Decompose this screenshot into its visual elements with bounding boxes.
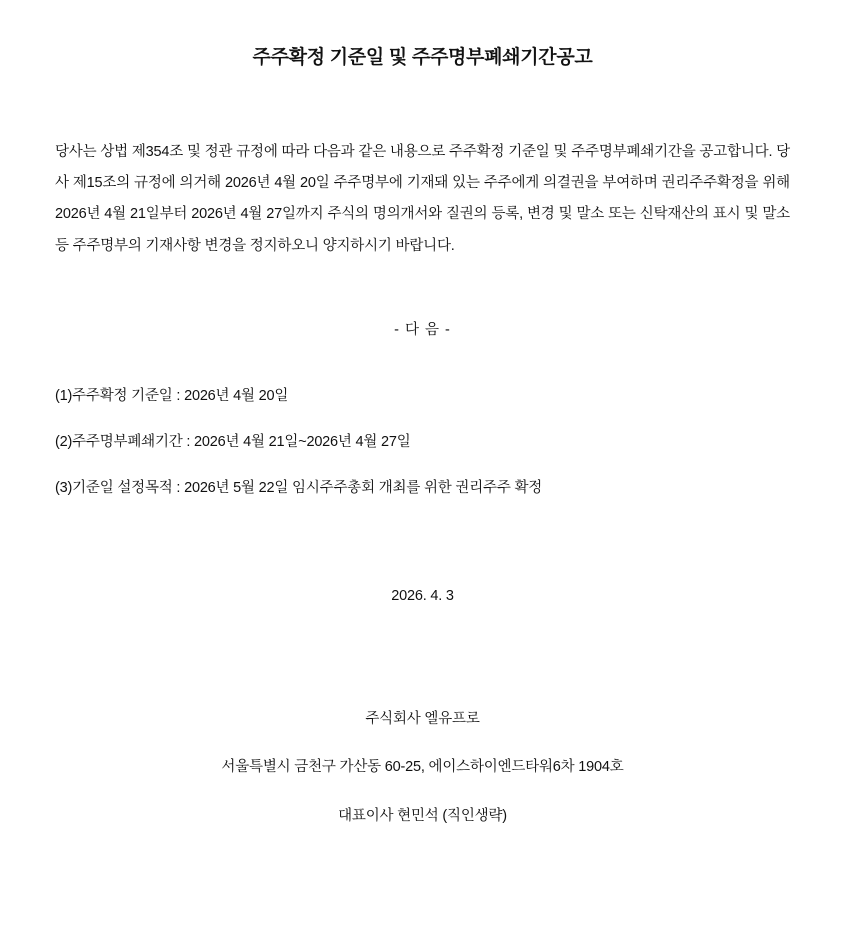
list-item: (1)주주확정 기준일 : 2026년 4월 20일 bbox=[55, 387, 289, 404]
page-title: 주주확정 기준일 및 주주명부폐쇄기간공고 bbox=[252, 47, 593, 68]
company-name: 주식회사 엘유프로 bbox=[365, 711, 480, 728]
list-item: (3)기준일 설정목적 : 2026년 5월 22일 임시주주총회 개최를 위한 권리주주 확정 bbox=[55, 480, 543, 497]
intro-paragraph: 당사는 상법 제354조 및 정관 규정에 따라 다음과 같은 내용으로 주주확정 기준일 및 주주명부폐쇄기간을 공고합니다. 당사 제15조의 규정에 의거해 2026년 4월 20일 주주명부에 기재돼 있는 주주에게 의결권을 부여하며 권리주주확정을 위해 2026년 4월 21일부터 2026년 4월 27일까지 주식의 명의개서와 질권의 등록, 변경 및 말소 또는 신탁재산의 표시 및 말소 등 주주명부의 기재사항 변경을 정지하오니 양지하시기 바랍니다. bbox=[55, 144, 790, 254]
list-item: (2)주주명부폐쇄기간 : 2026년 4월 21일~2026년 4월 27일 bbox=[55, 433, 411, 450]
document-page bbox=[0, 42, 845, 934]
representative-name: 대표이사 현민석 (직인생략) bbox=[338, 807, 507, 824]
signature-block bbox=[55, 708, 790, 828]
announcement-date: 2026. 4. 3 bbox=[391, 588, 454, 605]
item-list bbox=[55, 385, 790, 501]
company-address: 서울특별시 금천구 가산동 60-25, 에이스하이엔드타워6차 1904호 bbox=[221, 759, 624, 776]
next-marker: - 다 음 - bbox=[394, 321, 451, 338]
